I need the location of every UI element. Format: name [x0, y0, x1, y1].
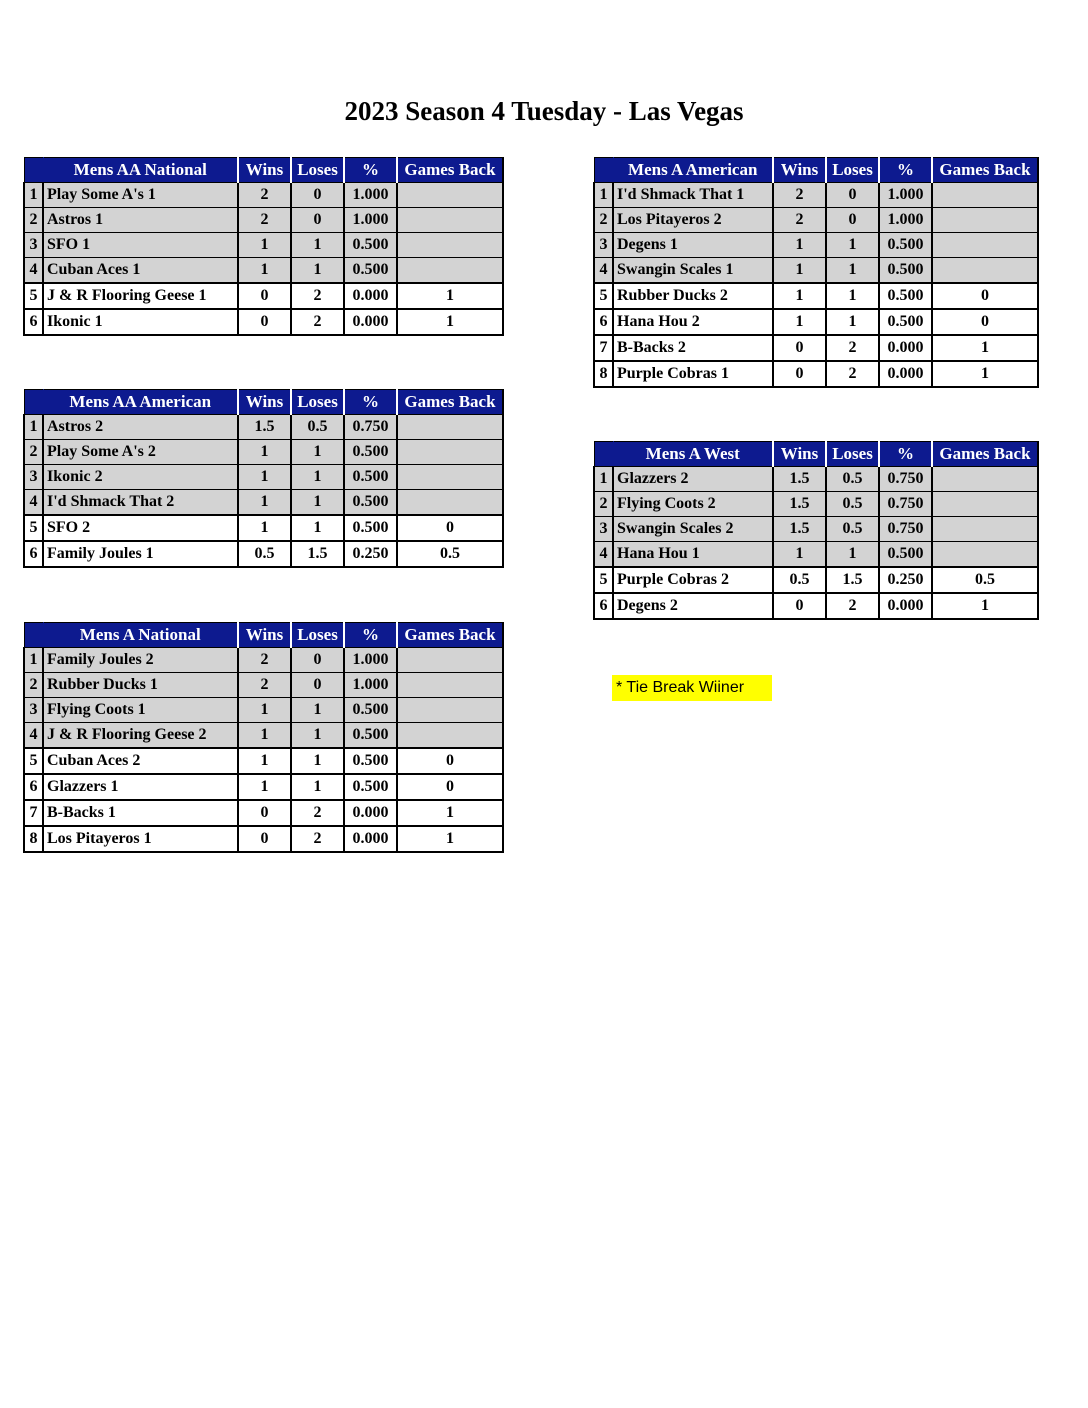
- wins-cell: 1: [238, 233, 291, 258]
- loses-cell: 0.5: [826, 492, 879, 517]
- games-back-cell: [397, 208, 503, 233]
- rank-cell: 6: [24, 774, 43, 800]
- loses-cell: 2: [826, 593, 879, 619]
- games-back-header: Games Back: [932, 442, 1038, 467]
- wins-cell: 1: [773, 542, 826, 568]
- rank-cell: 8: [594, 361, 613, 387]
- wins-cell: 2: [238, 673, 291, 698]
- table-row: [594, 542, 1038, 568]
- games-back-cell: 1: [932, 335, 1038, 361]
- team-name-cell: Astros 1: [43, 208, 238, 233]
- team-name-cell: I'd Shmack That 1: [613, 183, 773, 208]
- games-back-cell: [932, 258, 1038, 284]
- table-row: [24, 826, 503, 852]
- rank-cell: 5: [24, 515, 43, 541]
- team-name-cell: J & R Flooring Geese 1: [43, 283, 238, 309]
- wins-cell: 1.5: [238, 415, 291, 440]
- table-row: [24, 648, 503, 673]
- pct-cell: 0.250: [344, 541, 397, 567]
- games-back-header: Games Back: [397, 623, 503, 648]
- wins-cell: 0: [238, 283, 291, 309]
- team-name-cell: Purple Cobras 2: [613, 567, 773, 593]
- rank-cell: 2: [24, 440, 43, 465]
- rank-header: [24, 158, 43, 183]
- standings-table-mens-aa-national: [23, 157, 504, 336]
- team-name-cell: Cuban Aces 1: [43, 258, 238, 284]
- wins-cell: 1: [238, 698, 291, 723]
- games-back-cell: 0.5: [932, 567, 1038, 593]
- games-back-cell: 1: [932, 361, 1038, 387]
- pct-cell: 0.750: [344, 415, 397, 440]
- rank-cell: 4: [594, 542, 613, 568]
- team-name-cell: Play Some A's 2: [43, 440, 238, 465]
- games-back-cell: [397, 465, 503, 490]
- rank-cell: 3: [594, 517, 613, 542]
- loses-cell: 1: [826, 233, 879, 258]
- games-back-cell: 0: [397, 515, 503, 541]
- rank-cell: 4: [24, 258, 43, 284]
- rank-cell: 8: [24, 826, 43, 852]
- games-back-cell: [932, 542, 1038, 568]
- wins-header: Wins: [238, 390, 291, 415]
- table-row: [24, 309, 503, 335]
- table-row: [24, 283, 503, 309]
- pct-cell: 0.500: [344, 465, 397, 490]
- loses-header: Loses: [291, 158, 344, 183]
- loses-cell: 1: [826, 258, 879, 284]
- loses-cell: 1: [291, 490, 344, 516]
- team-name-cell: Glazzers 2: [613, 467, 773, 492]
- rank-cell: 4: [24, 490, 43, 516]
- pct-cell: 0.000: [344, 826, 397, 852]
- pct-header: %: [344, 158, 397, 183]
- team-name-cell: Purple Cobras 1: [613, 361, 773, 387]
- wins-header: Wins: [773, 158, 826, 183]
- pct-cell: 0.500: [344, 490, 397, 516]
- loses-cell: 1: [291, 440, 344, 465]
- rank-cell: 4: [594, 258, 613, 284]
- loses-header: Loses: [826, 442, 879, 467]
- loses-cell: 1.5: [826, 567, 879, 593]
- games-back-cell: 1: [397, 800, 503, 826]
- wins-header: Wins: [238, 158, 291, 183]
- pct-cell: 1.000: [344, 208, 397, 233]
- loses-cell: 1: [826, 542, 879, 568]
- pct-cell: 0.500: [344, 723, 397, 749]
- team-name-cell: Hana Hou 2: [613, 309, 773, 335]
- games-back-cell: [397, 648, 503, 673]
- table-row: [594, 183, 1038, 208]
- wins-cell: 1: [238, 490, 291, 516]
- loses-cell: 2: [291, 826, 344, 852]
- wins-cell: 2: [238, 648, 291, 673]
- pct-cell: 0.500: [344, 698, 397, 723]
- division-name: Mens AA American: [43, 390, 238, 415]
- table-row: [24, 748, 503, 774]
- wins-cell: 0: [773, 361, 826, 387]
- pct-cell: 0.500: [879, 233, 932, 258]
- games-back-cell: [397, 258, 503, 284]
- table-row: [24, 465, 503, 490]
- team-name-cell: I'd Shmack That 2: [43, 490, 238, 516]
- table-row: [24, 208, 503, 233]
- loses-cell: 2: [291, 800, 344, 826]
- table-row: [24, 183, 503, 208]
- wins-header: Wins: [773, 442, 826, 467]
- rank-header: [594, 158, 613, 183]
- rank-cell: 1: [594, 467, 613, 492]
- rank-cell: 5: [594, 283, 613, 309]
- pct-cell: 0.500: [344, 258, 397, 284]
- wins-header: Wins: [238, 623, 291, 648]
- wins-cell: 1: [238, 440, 291, 465]
- table-row: [594, 361, 1038, 387]
- games-back-header: Games Back: [397, 158, 503, 183]
- team-name-cell: Degens 1: [613, 233, 773, 258]
- wins-cell: 1: [773, 309, 826, 335]
- wins-cell: 1: [773, 233, 826, 258]
- wins-cell: 0: [238, 800, 291, 826]
- pct-header: %: [344, 390, 397, 415]
- table-row: [24, 673, 503, 698]
- pct-cell: 0.500: [344, 515, 397, 541]
- pct-cell: 0.750: [879, 517, 932, 542]
- loses-cell: 1: [291, 233, 344, 258]
- rank-cell: 7: [24, 800, 43, 826]
- table-row: [24, 258, 503, 284]
- team-name-cell: Ikonic 1: [43, 309, 238, 335]
- table-row: [24, 440, 503, 465]
- games-back-cell: 1: [397, 826, 503, 852]
- standings-table-mens-a-west: [593, 441, 1039, 620]
- games-back-cell: [932, 208, 1038, 233]
- team-name-cell: SFO 2: [43, 515, 238, 541]
- team-name-cell: Family Joules 2: [43, 648, 238, 673]
- standings-table-mens-a-american: [593, 157, 1039, 388]
- pct-cell: 0.750: [879, 492, 932, 517]
- wins-cell: 0: [238, 309, 291, 335]
- table-row: [24, 698, 503, 723]
- team-name-cell: Glazzers 1: [43, 774, 238, 800]
- team-name-cell: Rubber Ducks 2: [613, 283, 773, 309]
- table-row: [594, 517, 1038, 542]
- rank-cell: 1: [24, 415, 43, 440]
- table-row: [24, 800, 503, 826]
- table-row: [594, 567, 1038, 593]
- rank-cell: 1: [24, 648, 43, 673]
- pct-cell: 0.500: [879, 309, 932, 335]
- pct-cell: 0.750: [879, 467, 932, 492]
- pct-cell: 0.500: [344, 233, 397, 258]
- loses-cell: 2: [291, 309, 344, 335]
- games-back-cell: [397, 490, 503, 516]
- tie-break-note: * Tie Break Wiiner: [612, 675, 772, 701]
- rank-header: [24, 623, 43, 648]
- team-name-cell: B-Backs 1: [43, 800, 238, 826]
- games-back-cell: [397, 440, 503, 465]
- rank-cell: 6: [24, 309, 43, 335]
- pct-cell: 1.000: [344, 648, 397, 673]
- rank-cell: 7: [594, 335, 613, 361]
- games-back-cell: [397, 183, 503, 208]
- wins-cell: 1: [238, 258, 291, 284]
- wins-cell: 0: [773, 593, 826, 619]
- wins-cell: 2: [238, 183, 291, 208]
- wins-cell: 1: [238, 748, 291, 774]
- pct-cell: 1.000: [344, 183, 397, 208]
- wins-cell: 1.5: [773, 492, 826, 517]
- games-back-cell: [397, 415, 503, 440]
- loses-cell: 1: [291, 258, 344, 284]
- table-header-row: [24, 390, 503, 415]
- wins-cell: 0.5: [238, 541, 291, 567]
- pct-cell: 0.500: [879, 283, 932, 309]
- rank-cell: 6: [594, 309, 613, 335]
- loses-cell: 0.5: [826, 467, 879, 492]
- loses-cell: 2: [826, 361, 879, 387]
- table-row: [24, 415, 503, 440]
- loses-cell: 1.5: [291, 541, 344, 567]
- loses-cell: 1: [291, 748, 344, 774]
- loses-cell: 0: [826, 183, 879, 208]
- team-name-cell: Family Joules 1: [43, 541, 238, 567]
- games-back-cell: [932, 183, 1038, 208]
- wins-cell: 2: [773, 208, 826, 233]
- team-name-cell: SFO 1: [43, 233, 238, 258]
- games-back-cell: [932, 492, 1038, 517]
- team-name-cell: Hana Hou 1: [613, 542, 773, 568]
- loses-header: Loses: [291, 623, 344, 648]
- wins-cell: 1: [238, 465, 291, 490]
- pct-header: %: [879, 442, 932, 467]
- rank-cell: 6: [24, 541, 43, 567]
- pct-cell: 0.000: [879, 335, 932, 361]
- table-row: [594, 258, 1038, 284]
- wins-cell: 0.5: [773, 567, 826, 593]
- games-back-header: Games Back: [932, 158, 1038, 183]
- table-row: [24, 541, 503, 567]
- pct-cell: 0.500: [879, 258, 932, 284]
- wins-cell: 1: [238, 723, 291, 749]
- team-name-cell: Swangin Scales 1: [613, 258, 773, 284]
- pct-header: %: [879, 158, 932, 183]
- rank-cell: 2: [24, 673, 43, 698]
- rank-cell: 2: [24, 208, 43, 233]
- table-row: [24, 233, 503, 258]
- rank-cell: 2: [594, 208, 613, 233]
- loses-cell: 0.5: [826, 517, 879, 542]
- loses-cell: 1: [291, 723, 344, 749]
- pct-header: %: [344, 623, 397, 648]
- table-row: [594, 335, 1038, 361]
- table-header-row: [594, 442, 1038, 467]
- games-back-cell: [932, 517, 1038, 542]
- loses-cell: 1: [291, 515, 344, 541]
- division-name: Mens AA National: [43, 158, 238, 183]
- loses-cell: 0: [291, 648, 344, 673]
- loses-header: Loses: [826, 158, 879, 183]
- games-back-cell: [932, 467, 1038, 492]
- team-name-cell: Ikonic 2: [43, 465, 238, 490]
- games-back-cell: 1: [932, 593, 1038, 619]
- games-back-cell: [397, 698, 503, 723]
- table-row: [24, 490, 503, 516]
- games-back-cell: [932, 233, 1038, 258]
- loses-cell: 1: [291, 465, 344, 490]
- games-back-cell: 0: [932, 283, 1038, 309]
- wins-cell: 1.5: [773, 517, 826, 542]
- loses-cell: 1: [291, 698, 344, 723]
- loses-cell: 1: [826, 283, 879, 309]
- pct-cell: 1.000: [344, 673, 397, 698]
- pct-cell: 0.000: [344, 283, 397, 309]
- rank-cell: 4: [24, 723, 43, 749]
- games-back-cell: [397, 723, 503, 749]
- standings-table-mens-aa-american: [23, 389, 504, 568]
- loses-cell: 0: [291, 183, 344, 208]
- table-row: [594, 593, 1038, 619]
- table-row: [24, 723, 503, 749]
- wins-cell: 2: [238, 208, 291, 233]
- wins-cell: 1: [238, 774, 291, 800]
- games-back-cell: [397, 673, 503, 698]
- table-row: [594, 309, 1038, 335]
- loses-header: Loses: [291, 390, 344, 415]
- pct-cell: 0.500: [344, 774, 397, 800]
- pct-cell: 1.000: [879, 183, 932, 208]
- pct-cell: 0.500: [879, 542, 932, 568]
- wins-cell: 0: [773, 335, 826, 361]
- loses-cell: 0: [291, 673, 344, 698]
- team-name-cell: Los Pitayeros 1: [43, 826, 238, 852]
- division-name: Mens A West: [613, 442, 773, 467]
- team-name-cell: Los Pitayeros 2: [613, 208, 773, 233]
- team-name-cell: Cuban Aces 2: [43, 748, 238, 774]
- table-header-row: [594, 158, 1038, 183]
- pct-cell: 0.000: [879, 361, 932, 387]
- pct-cell: 1.000: [879, 208, 932, 233]
- pct-cell: 0.000: [344, 309, 397, 335]
- pct-cell: 0.000: [344, 800, 397, 826]
- rank-cell: 3: [24, 465, 43, 490]
- games-back-cell: [397, 233, 503, 258]
- pct-cell: 0.500: [344, 440, 397, 465]
- games-back-cell: 0: [397, 748, 503, 774]
- loses-cell: 0: [291, 208, 344, 233]
- team-name-cell: Degens 2: [613, 593, 773, 619]
- wins-cell: 1.5: [773, 467, 826, 492]
- loses-cell: 1: [291, 774, 344, 800]
- pct-cell: 0.000: [879, 593, 932, 619]
- games-back-cell: 1: [397, 309, 503, 335]
- table-header-row: [24, 623, 503, 648]
- games-back-header: Games Back: [397, 390, 503, 415]
- wins-cell: 2: [773, 183, 826, 208]
- table-row: [594, 467, 1038, 492]
- loses-cell: 1: [826, 309, 879, 335]
- team-name-cell: Flying Coots 2: [613, 492, 773, 517]
- team-name-cell: B-Backs 2: [613, 335, 773, 361]
- rank-cell: 2: [594, 492, 613, 517]
- team-name-cell: J & R Flooring Geese 2: [43, 723, 238, 749]
- loses-cell: 2: [291, 283, 344, 309]
- rank-cell: 3: [24, 233, 43, 258]
- table-row: [24, 774, 503, 800]
- rank-cell: 3: [594, 233, 613, 258]
- division-name: Mens A American: [613, 158, 773, 183]
- rank-cell: 5: [594, 567, 613, 593]
- rank-cell: 3: [24, 698, 43, 723]
- wins-cell: 0: [238, 826, 291, 852]
- rank-cell: 6: [594, 593, 613, 619]
- games-back-cell: 0: [397, 774, 503, 800]
- team-name-cell: Flying Coots 1: [43, 698, 238, 723]
- rank-cell: 1: [594, 183, 613, 208]
- wins-cell: 1: [238, 515, 291, 541]
- rank-cell: 1: [24, 183, 43, 208]
- division-name: Mens A National: [43, 623, 238, 648]
- table-row: [594, 283, 1038, 309]
- wins-cell: 1: [773, 258, 826, 284]
- loses-cell: 0.5: [291, 415, 344, 440]
- team-name-cell: Rubber Ducks 1: [43, 673, 238, 698]
- table-row: [594, 233, 1038, 258]
- rank-cell: 5: [24, 748, 43, 774]
- games-back-cell: 1: [397, 283, 503, 309]
- loses-cell: 0: [826, 208, 879, 233]
- table-row: [594, 492, 1038, 517]
- games-back-cell: 0: [932, 309, 1038, 335]
- table-row: [24, 515, 503, 541]
- loses-cell: 2: [826, 335, 879, 361]
- games-back-cell: 0.5: [397, 541, 503, 567]
- rank-cell: 5: [24, 283, 43, 309]
- team-name-cell: Astros 2: [43, 415, 238, 440]
- page-title: 2023 Season 4 Tuesday - Las Vegas: [344, 96, 744, 126]
- team-name-cell: Swangin Scales 2: [613, 517, 773, 542]
- standings-table-mens-a-national: [23, 622, 504, 853]
- pct-cell: 0.250: [879, 567, 932, 593]
- table-header-row: [24, 158, 503, 183]
- table-row: [594, 208, 1038, 233]
- rank-header: [24, 390, 43, 415]
- pct-cell: 0.500: [344, 748, 397, 774]
- wins-cell: 1: [773, 283, 826, 309]
- team-name-cell: Play Some A's 1: [43, 183, 238, 208]
- rank-header: [594, 442, 613, 467]
